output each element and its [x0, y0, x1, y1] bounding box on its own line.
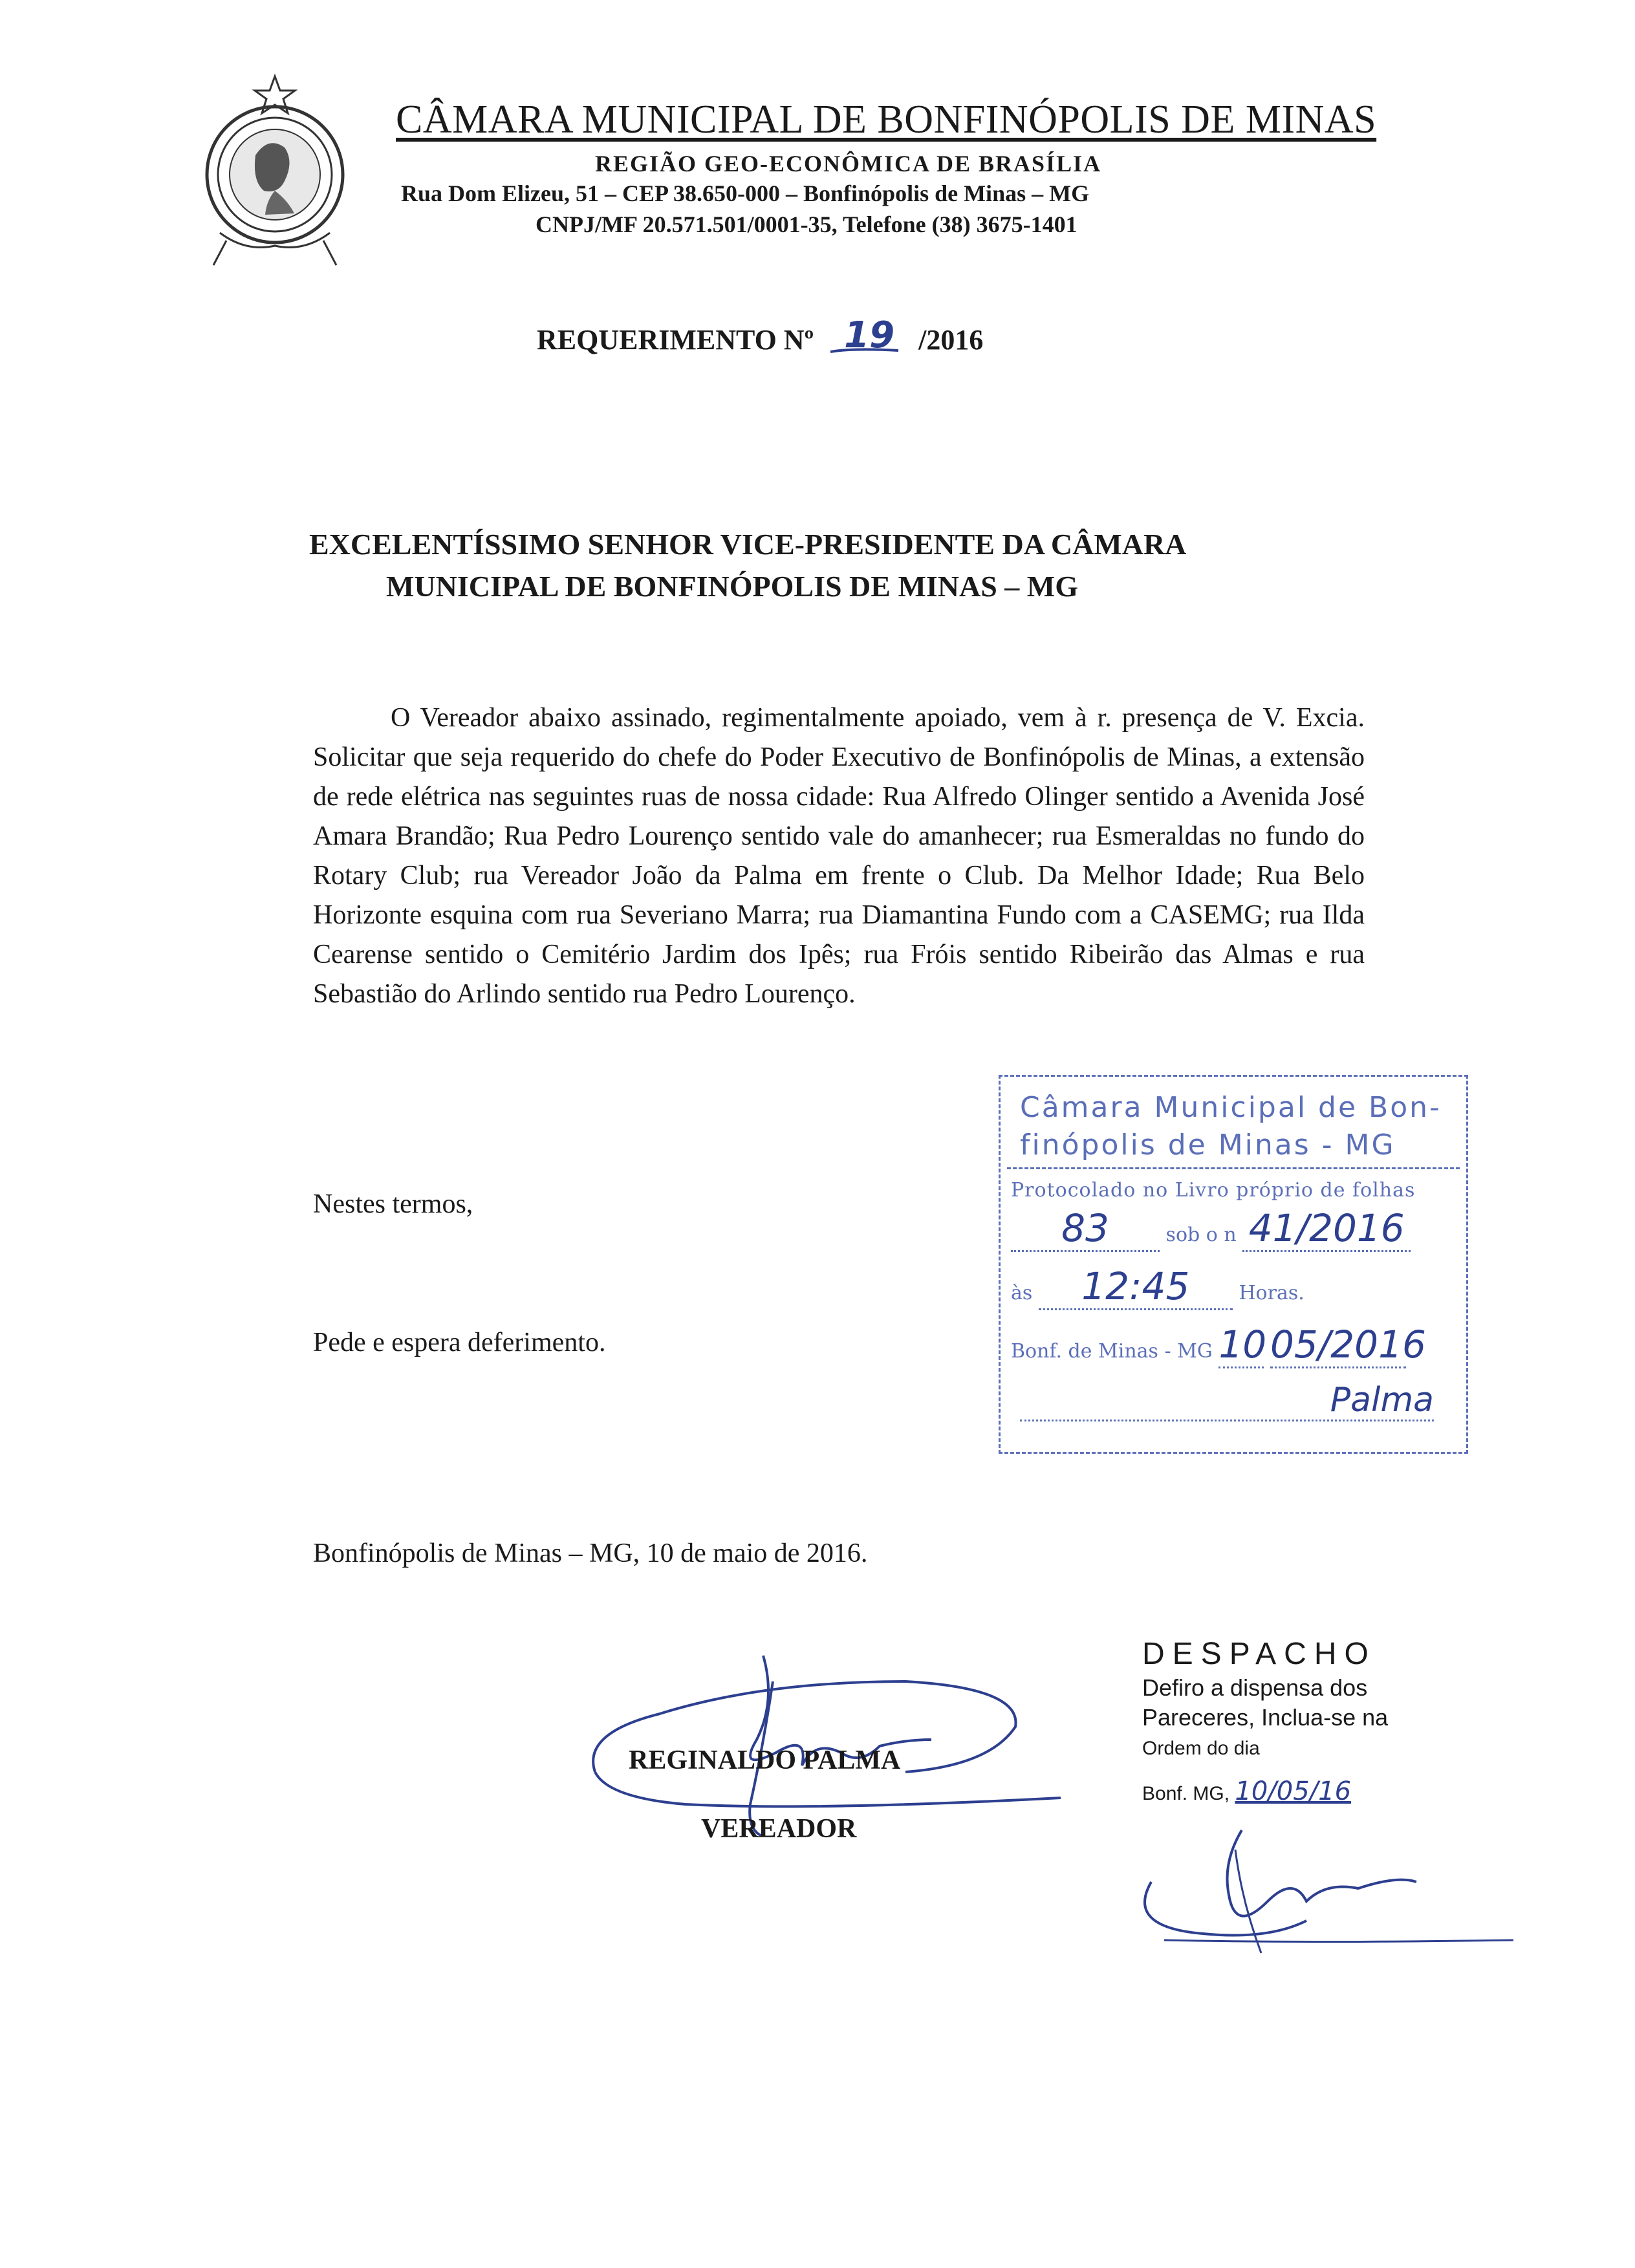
- signature-scribble: [569, 1643, 1061, 1837]
- stamp-line-2: finópolis de Minas - MG: [1020, 1129, 1396, 1161]
- closing-line-1: Nestes termos,: [313, 1189, 473, 1219]
- stamp-line-1: Câmara Municipal de Bon-: [1020, 1091, 1442, 1124]
- stamp-divider: [1007, 1167, 1460, 1169]
- stamp-row-signature: [1020, 1381, 1434, 1421]
- despacho-date-value: 10/05/16: [1235, 1777, 1352, 1806]
- despacho-line-1: Defiro a dispensa dos: [1142, 1674, 1368, 1701]
- protocol-stamp: [999, 1075, 1468, 1454]
- request-prefix: REQUERIMENTO Nº: [537, 324, 814, 356]
- closing-line-2: Pede e espera deferimento.: [313, 1328, 606, 1357]
- despacho-date-label: Bonf. MG,: [1142, 1783, 1230, 1804]
- stamp-protocol-label: Protocolado no Livro próprio de folhas: [1011, 1179, 1416, 1202]
- despacho-signature-scribble: [1112, 1824, 1526, 1966]
- request-heading: [537, 314, 984, 357]
- stamp-date-day: 10: [1218, 1323, 1267, 1366]
- stamp-row-folhas: [1011, 1206, 1411, 1252]
- stamp-protocol-number: 41/2016: [1248, 1206, 1405, 1250]
- header-title: CÂMARA MUNICIPAL DE BONFINÓPOLIS DE MINAS: [396, 98, 1377, 142]
- stamp-place-label: Bonf. de Minas - MG: [1011, 1340, 1213, 1363]
- body-paragraph: O Vereador abaixo assinado, regimentalmente apoiado, vem à r. presença de V. Excia. Solicitar que seja requerido do chefe do Poder Executivo de Bonfinópolis de Minas, a extensão de rede elétrica nas seguintes ruas de nossa cidade: Rua Alfredo Olinger sentido a Avenida José Amara Brandão; Rua Pedro Lourenço sentido vale do amanhecer; rua Esmeraldas no fundo do Rotary Club; rua Vereador João da Palma em frente o Club. Da Melhor Idade; Rua Belo Horizonte esquina com rua Severiano Marra; rua Diamantina Fundo com a CASEMG; rua Ilda Cearense sentido o Cemitério Jardim dos Ipês; rua Fróis sentido Ribeirão das Almas e rua Sebastião do Arlindo sentido rua Pedro Lourenço.: [313, 703, 1365, 1009]
- stamp-signature: Palma: [1330, 1381, 1434, 1420]
- stamp-as-label: às: [1011, 1282, 1033, 1304]
- date-line: Bonfinópolis de Minas – MG, 10 de maio de 2016.: [313, 1539, 868, 1568]
- despacho-title: DESPACHO: [1142, 1637, 1376, 1671]
- despacho-date-row: [1142, 1777, 1388, 1806]
- header-contact: CNPJ/MF 20.571.501/0001-35, Telefone (38) 3675-1401: [536, 211, 1077, 237]
- request-number: 19: [844, 314, 895, 356]
- signer-name: REGINALDO PALMA: [629, 1745, 901, 1775]
- request-year: /2016: [918, 324, 984, 356]
- signer-role: VEREADOR: [701, 1814, 857, 1844]
- stamp-horas-label: Horas.: [1239, 1282, 1305, 1304]
- stamp-row-date: [1011, 1323, 1426, 1368]
- addressee-line-2: MUNICIPAL DE BONFINÓPOLIS DE MINAS – MG: [386, 570, 1078, 603]
- despacho-line-2: Pareceres, Inclua-se na: [1142, 1704, 1389, 1731]
- header-address: Rua Dom Elizeu, 51 – CEP 38.650-000 – Bonfinópolis de Minas – MG: [401, 180, 1090, 206]
- stamp-sob-label: sob o n: [1165, 1224, 1237, 1246]
- stamp-row-time: [1011, 1264, 1305, 1310]
- addressee-line-1: EXCELENTÍSSIMO SENHOR VICE-PRESIDENTE DA CÂMARA: [309, 528, 1187, 561]
- request-number-handwritten: [821, 314, 911, 357]
- despacho-line-3: Ordem do dia: [1142, 1738, 1260, 1759]
- header-region: REGIÃO GEO-ECONÔMICA DE BRASÍLIA: [595, 151, 1102, 177]
- despacho-block: [1142, 1636, 1388, 1806]
- stamp-time: 12:45: [1081, 1264, 1190, 1308]
- stamp-folhas: 83: [1061, 1206, 1109, 1250]
- stamp-date-rest: 05/2016: [1270, 1323, 1426, 1366]
- municipal-seal-logo: [188, 71, 362, 272]
